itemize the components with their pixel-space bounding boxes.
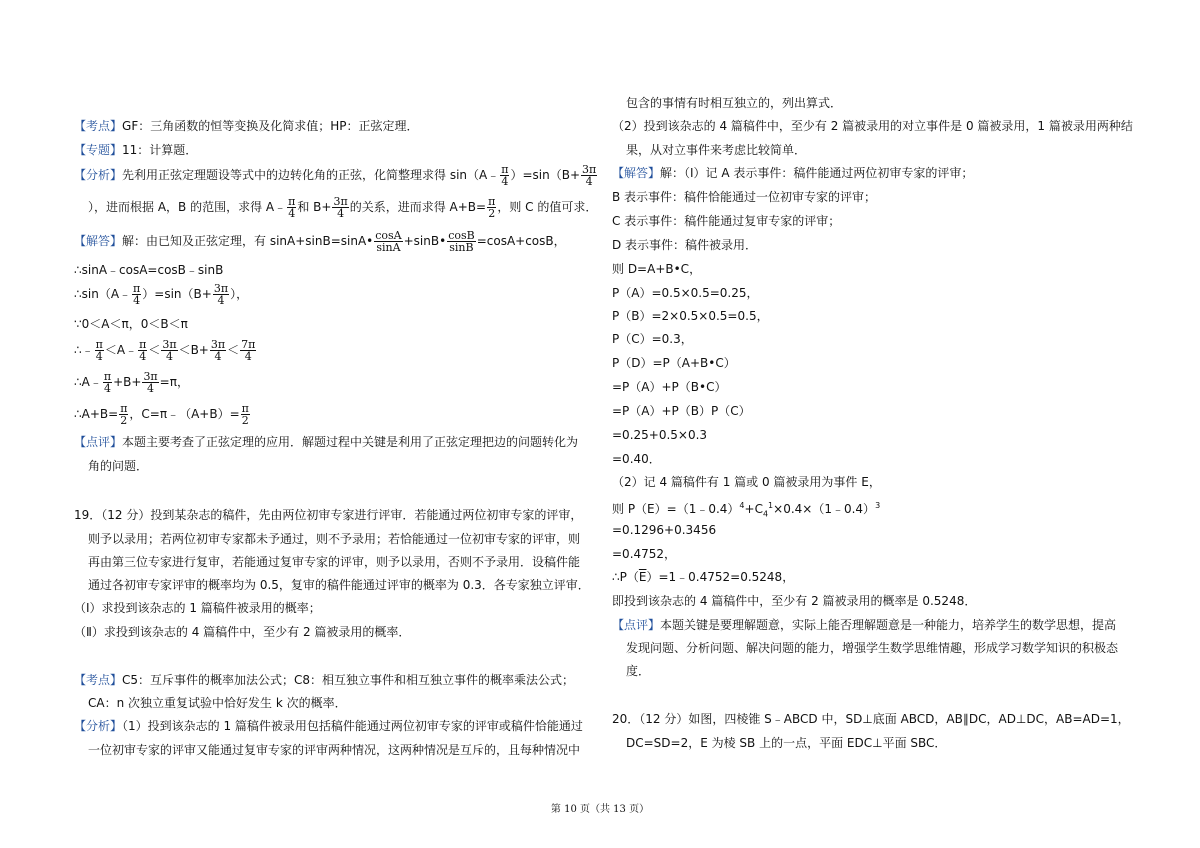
fenxi-text-1a: 先利用正弦定理题设等式中的边转化角的正弦，化简整理求得 sin（A	[122, 168, 488, 182]
kaodian2-text-1: C5：互斥事件的概率加法公式；C8：相互独立事件和相互独立事件的概率乘法公式；	[122, 673, 575, 687]
complement-e: $\overline{E}$	[638, 570, 647, 584]
fenxi-tag: 【分析】	[74, 168, 123, 182]
kaodian-line	[74, 118, 418, 134]
fraction-3pi-4: $\frac{3\pi}{4}$	[162, 338, 177, 363]
right-line-24: 发现问题、分析问题、解决问题的能力，增强学生数学思维情趣，形成学习数学知识的积极态	[626, 641, 1119, 655]
right-line-16: =0.40．	[612, 452, 661, 466]
step-2	[74, 283, 248, 306]
right-line-19: =0.1296+0.3456	[612, 523, 717, 537]
step-6a: ∴A+B=	[74, 407, 119, 421]
step-4	[74, 339, 257, 362]
fenxi2-line-1	[74, 718, 583, 734]
step-2c: ），	[230, 287, 249, 301]
right-line-15: =0.25+0.5×0.3	[612, 428, 708, 442]
right-line-12: P（D）=P（A+B•C）	[612, 356, 736, 370]
right-line-2: （2）投到该杂志的 4 篇稿件中，至少有 2 篇被录用的对立事件是 0 篇被录用，1 篇被录用两种结	[612, 119, 1133, 133]
jieda-tag: 【解答】	[74, 234, 123, 248]
right-line-18b: +C	[744, 502, 763, 516]
question-19-line-1: 19．（12 分）投到某杂志的稿件，先由两位初审专家进行评审．若能通过两位初审专家的评审，	[74, 508, 583, 522]
fenxi-text-2d: ，则 C 的值可求．	[497, 200, 598, 214]
step-4b: ＜A﹣	[104, 343, 138, 357]
jieda-text-a: 解：由已知及正弦定理，有 sinA+sinB=sinA•	[122, 234, 374, 248]
step-6b: ，C=π﹣（A+B）=	[129, 407, 240, 421]
fenxi2-line-2: 一位初审专家的评审又能通过复审专家的评审两种情况，这两种情况是互斥的，且每种情况中	[88, 743, 581, 757]
right-line-23: 本题关键是要理解题意，实际上能否理解题意是一种能力，培养学生的数学思想，提高	[660, 618, 1117, 632]
minus-sign: ﹣	[487, 168, 500, 182]
step-4a: ∴﹣	[74, 343, 94, 357]
fraction-pi-4: $\frac{\pi}{4}$	[95, 338, 103, 363]
right-line-17: （2）记 4 篇稿件有 1 篇或 0 篇被录用为事件 E，	[612, 475, 881, 489]
fraction-pi-2: $\frac{\pi}{2}$	[120, 402, 128, 427]
fraction-cosB-sinB: $\frac{\cos B}{\sin B}$	[448, 229, 475, 254]
right-line-11: P（C）=0.3，	[612, 332, 693, 346]
step-3: ∵0＜A＜π，0＜B＜π	[74, 317, 188, 331]
fraction-pi-4: $\frac{\pi}{4}$	[501, 163, 509, 188]
question-20-line-2: DC=SD=2，E 为棱 SB 上的一点，平面 EDC⊥平面 SBC．	[626, 736, 947, 750]
right-line-14: =P（A）+P（B）P（C）	[612, 404, 751, 418]
kaodian-text: GF：三角函数的恒等变换及化简求值；HP：正弦定理．	[122, 119, 419, 133]
step-5b: +B+	[113, 375, 142, 389]
right-line-21a: ∴P（	[612, 570, 639, 584]
dianping-tag: 【点评】	[74, 435, 123, 449]
question-19-line-2: 则予以录用；若两位初审专家都未予通过，则不予录用；若恰能通过一位初审专家的评审，则	[88, 532, 581, 546]
right-line-7: D 表示事件：稿件被录用．	[612, 238, 758, 252]
right-line-21b: ）=1﹣0.4752=0.5248，	[646, 570, 795, 584]
step-5a: ∴A﹣	[74, 375, 102, 389]
question-19-line-3: 再由第三位专家进行复审，若能通过复审专家的评审，则予以录用，否则不予录用．设稿件能	[88, 555, 581, 569]
question-19-part-1: （Ⅰ）求投到该杂志的 1 篇稿件被录用的概率；	[74, 601, 321, 615]
fenxi-text-2c: 的关系，进而求得 A+B=	[349, 200, 487, 214]
right-line-3: 果，从对立事件来考虑比较简单．	[626, 143, 807, 157]
fraction-3pi-4: $\frac{3\pi}{4}$	[143, 370, 158, 395]
right-jieda-line	[612, 165, 973, 181]
right-jieda-tag: 【解答】	[612, 166, 661, 180]
jieda-text-c: =cosA+cosB，	[476, 234, 566, 248]
kaodian2-tag: 【考点】	[74, 673, 123, 687]
fenxi2-text-1: （1）投到该杂志的 1 篇稿件被录用包括稿件能通过两位初审专家的评审或稿件恰能通过	[122, 719, 583, 733]
right-dianping-tag: 【点评】	[612, 618, 661, 632]
fraction-pi-2: $\frac{\pi}{2}$	[488, 195, 496, 220]
fraction-pi-4: $\frac{\pi}{4}$	[103, 370, 112, 395]
dianping-text-1: 本题主要考查了正弦定理的应用．解题过程中关键是利用了正弦定理把边的问题转化为	[122, 435, 579, 449]
step-5c: =π，	[159, 375, 189, 389]
right-line-10: P（B）=2×0.5×0.5=0.5，	[612, 309, 769, 323]
subscript-4: 4	[762, 509, 769, 519]
fraction-3pi-4: $\frac{3\pi}{4}$	[210, 338, 226, 363]
step-4c: ＜	[148, 343, 161, 357]
right-line-20: =0.4752，	[612, 547, 677, 561]
jieda-text-b: +sinB•	[403, 234, 447, 248]
kaodian-tag: 【考点】	[74, 119, 123, 133]
fenxi-text-2b: 和 B+	[297, 200, 332, 214]
fraction-3pi-4: $\frac{3\pi}{4}$	[582, 163, 597, 188]
fraction-pi-4: $\frac{\pi}{4}$	[133, 282, 141, 307]
fraction-pi-4: $\frac{\pi}{4}$	[288, 195, 296, 220]
fenxi-line-1	[74, 164, 598, 187]
fraction-3pi-4: $\frac{3\pi}{4}$	[333, 195, 348, 220]
fraction-3pi-4: $\frac{3\pi}{4}$	[213, 282, 229, 307]
right-line-13: =P（A）+P（B•C）	[612, 380, 727, 394]
step-6	[74, 403, 251, 426]
right-line-9: P（A）=0.5×0.5=0.25，	[612, 286, 759, 300]
right-line-4: 解：（Ⅰ）记 A 表示事件：稿件能通过两位初审专家的评审；	[660, 166, 974, 180]
question-19-line-4: 通过各初审专家评审的概率均为 0.5，复审的稿件能通过评审的概率为 0.3．各专家独立评审．	[88, 578, 590, 592]
right-line-18c: ×0.4×（1﹣0.4）	[773, 502, 876, 516]
question-20-line-1: 20．（12 分）如图，四棱锥 S﹣ABCD 中，SD⊥底面 ABCD，AB∥DC，AD⊥DC，AB=AD=1，	[612, 712, 1130, 726]
minus-sign: ﹣	[274, 200, 287, 214]
right-line-1: 包含的事情有时相互独立的，列出算式．	[626, 96, 843, 110]
right-line-8: 则 D=A+B•C，	[612, 262, 702, 276]
right-line-18a: 则 P（E）=（1﹣0.4）	[612, 502, 740, 516]
page-footer: 第 10 页（共 13 页）	[550, 804, 650, 815]
fraction-cosA-sinA: $\frac{\cos A}{\sin A}$	[375, 229, 402, 254]
right-line-25: 度．	[626, 664, 651, 678]
kaodian2-line-1	[74, 672, 574, 688]
zhuanti-line	[74, 142, 197, 158]
fenxi-text-2a: ），进而根据 A，B 的范围，求得 A	[88, 200, 275, 214]
exponent-4: 4	[739, 501, 745, 510]
step-4e: ＜	[227, 343, 240, 357]
superscript-1: 1	[768, 501, 774, 510]
step-2b: ）=sin（B+	[142, 287, 212, 301]
fraction-pi-2: $\frac{\pi}{2}$	[241, 402, 249, 427]
right-line-6: C 表示事件：稿件能通过复审专家的评审；	[612, 214, 841, 228]
exponent-3: 3	[875, 501, 881, 510]
step-2a: ∴sin（A﹣	[74, 287, 132, 301]
step-5	[74, 371, 189, 394]
dianping-line-1	[74, 434, 578, 450]
kaodian2-line-2: CA：n 次独立重复试验中恰好发生 k 次的概率．	[88, 696, 347, 710]
right-line-22: 即投到该杂志的 4 篇稿件中，至少有 2 篇被录用的概率是 0.5248．	[612, 594, 977, 608]
fraction-pi-4: $\frac{\pi}{4}$	[139, 338, 147, 363]
fenxi-line-2	[88, 196, 597, 219]
zhuanti-text: 11：计算题．	[122, 143, 198, 157]
fenxi2-tag: 【分析】	[74, 719, 123, 733]
right-dianping-line	[612, 617, 1116, 633]
step-1: ∴sinA﹣cosA=cosB﹣sinB	[74, 263, 224, 277]
fenxi-text-1b: ）=sin（B+	[510, 168, 581, 182]
fraction-7pi-4: $\frac{7\pi}{4}$	[241, 338, 256, 363]
right-line-21	[612, 569, 794, 585]
jieda-line	[74, 230, 566, 253]
dianping-line-2: 角的问题．	[88, 459, 149, 473]
right-line-5: B 表示事件：稿件恰能通过一位初审专家的评审；	[612, 190, 877, 204]
zhuanti-tag: 【专题】	[74, 143, 123, 157]
question-19-part-2: （Ⅱ）求投到该杂志的 4 篇稿件中，至少有 2 篇被录用的概率．	[74, 625, 411, 639]
step-4d: ＜B+	[178, 343, 209, 357]
right-line-18	[612, 498, 880, 522]
